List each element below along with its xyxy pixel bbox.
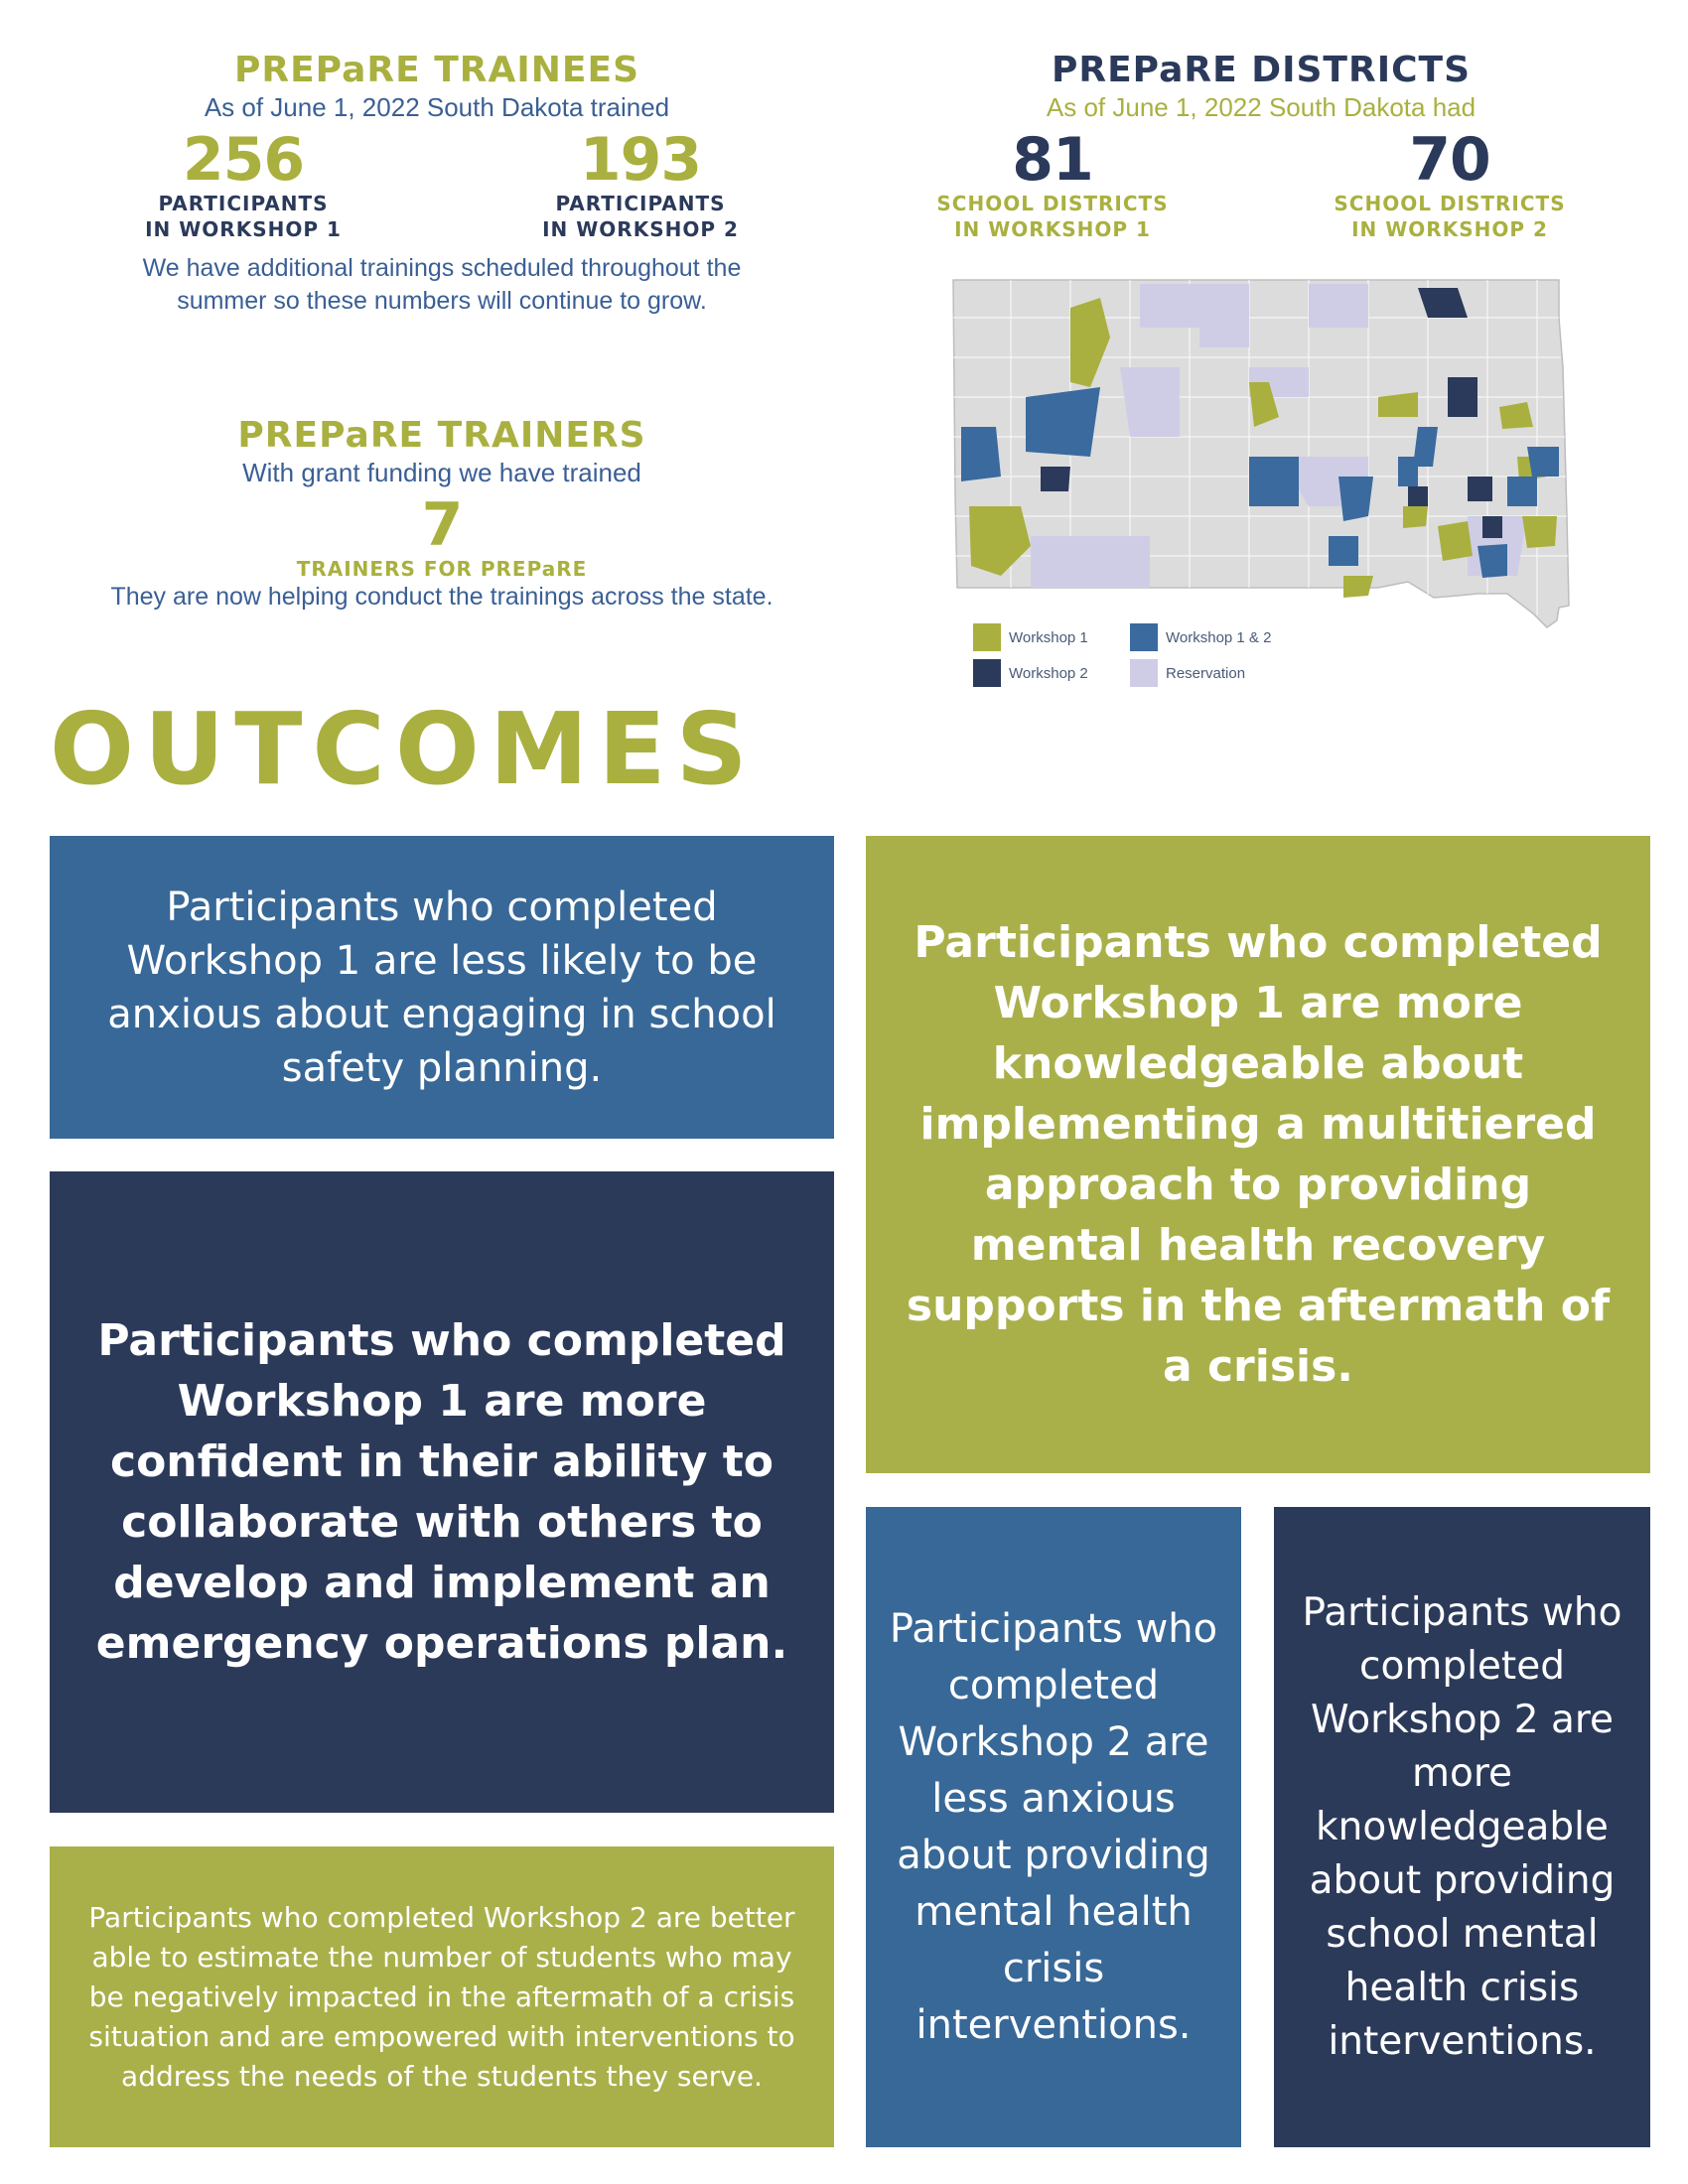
districts-section [894, 50, 1628, 123]
outcome-text: Participants who completed Workshop 2 are better able to estimate the number of students who may be negatively impacted in the aftermath of a crisis situation and are empowered with interventions to address the needs of the students they serve. [88, 1900, 795, 2093]
outcome-box-anxious-workshop1 [50, 836, 834, 1139]
stat-label: PARTICIPANTS IN WORKSHOP 2 [542, 192, 739, 241]
trainees-title: PREPaRE TRAINEES [233, 50, 640, 90]
outcome-box-estimate-workshop2 [50, 1846, 834, 2147]
outcome-text: Participants who completed Workshop 1 are more knowledgeable about implementing a multitiered approach to providing mental health recovery supports in the aftermath of a crisis. [906, 917, 1611, 1392]
outcome-text: Participants who completed Workshop 2 are more knowledgeable about providing school mental health crisis interventions. [1302, 1589, 1622, 2064]
trainers-stat [243, 490, 640, 582]
legend-item-workshop2 [973, 659, 1088, 687]
districts-title: PREPaRE DISTRICTS [1051, 50, 1472, 90]
trainees-note: We have additional trainings scheduled throughout the summer so these numbers will continue to grow. [142, 254, 742, 315]
trainers-section [99, 415, 784, 488]
outcome-box-confident-workshop1 [50, 1171, 834, 1813]
trainees-stat-workshop2 [506, 125, 774, 242]
legend-item-reservation [1130, 659, 1245, 687]
outcome-box-anxious-workshop2 [866, 1507, 1241, 2147]
legend-label: Workshop 2 [1009, 664, 1088, 682]
stat-value: 193 [579, 125, 702, 195]
stat-value: 70 [1409, 125, 1490, 195]
districts-stat-workshop2 [1301, 125, 1599, 242]
stat-value: 7 [421, 490, 463, 560]
trainees-subtitle: As of June 1, 2022 South Dakota trained [204, 92, 670, 122]
trainers-subtitle: With grant funding we have trained [242, 458, 641, 487]
districts-stat-workshop1 [904, 125, 1201, 242]
legend-swatch [1130, 623, 1158, 651]
stat-label: PARTICIPANTS IN WORKSHOP 1 [145, 192, 342, 241]
map-legend [973, 623, 1370, 693]
outcome-text: Participants who completed Workshop 1 are more confident in their ability to collaborate with others to develop and implement an emergency operations plan. [95, 1315, 788, 1669]
outcome-text: Participants who completed Workshop 2 are less anxious about providing mental health crisis interventions. [889, 1605, 1218, 2048]
legend-swatch [973, 659, 1001, 687]
stat-label: TRAINERS FOR PREPaRE [296, 557, 588, 581]
legend-item-workshop1 [973, 623, 1088, 651]
districts-subtitle: As of June 1, 2022 South Dakota had [1046, 92, 1477, 122]
legend-swatch [1130, 659, 1158, 687]
legend-swatch [973, 623, 1001, 651]
legend-label: Workshop 1 [1009, 628, 1088, 646]
outcome-box-knowledgeable-workshop2 [1274, 1507, 1650, 2147]
legend-item-workshop1and2 [1130, 623, 1271, 651]
stat-label: SCHOOL DISTRICTS IN WORKSHOP 2 [1334, 192, 1566, 241]
outcome-text: Participants who completed Workshop 1 are less likely to be anxious about engaging in school safety planning. [107, 884, 776, 1091]
trainers-title: PREPaRE TRAINERS [237, 415, 646, 456]
legend-label: Workshop 1 & 2 [1166, 628, 1272, 646]
outcome-box-knowledgeable-workshop1 [866, 836, 1650, 1473]
trainers-note: They are now helping conduct the trainings across the state. [110, 583, 774, 611]
stat-value: 256 [182, 125, 305, 195]
stat-value: 81 [1012, 125, 1093, 195]
trainees-stat-workshop1 [109, 125, 377, 242]
stat-label: SCHOOL DISTRICTS IN WORKSHOP 1 [936, 192, 1169, 241]
outcomes-heading: OUTCOMES [50, 691, 758, 807]
legend-label: Reservation [1166, 664, 1246, 682]
south-dakota-district-map [951, 278, 1571, 675]
trainees-section [99, 50, 774, 123]
